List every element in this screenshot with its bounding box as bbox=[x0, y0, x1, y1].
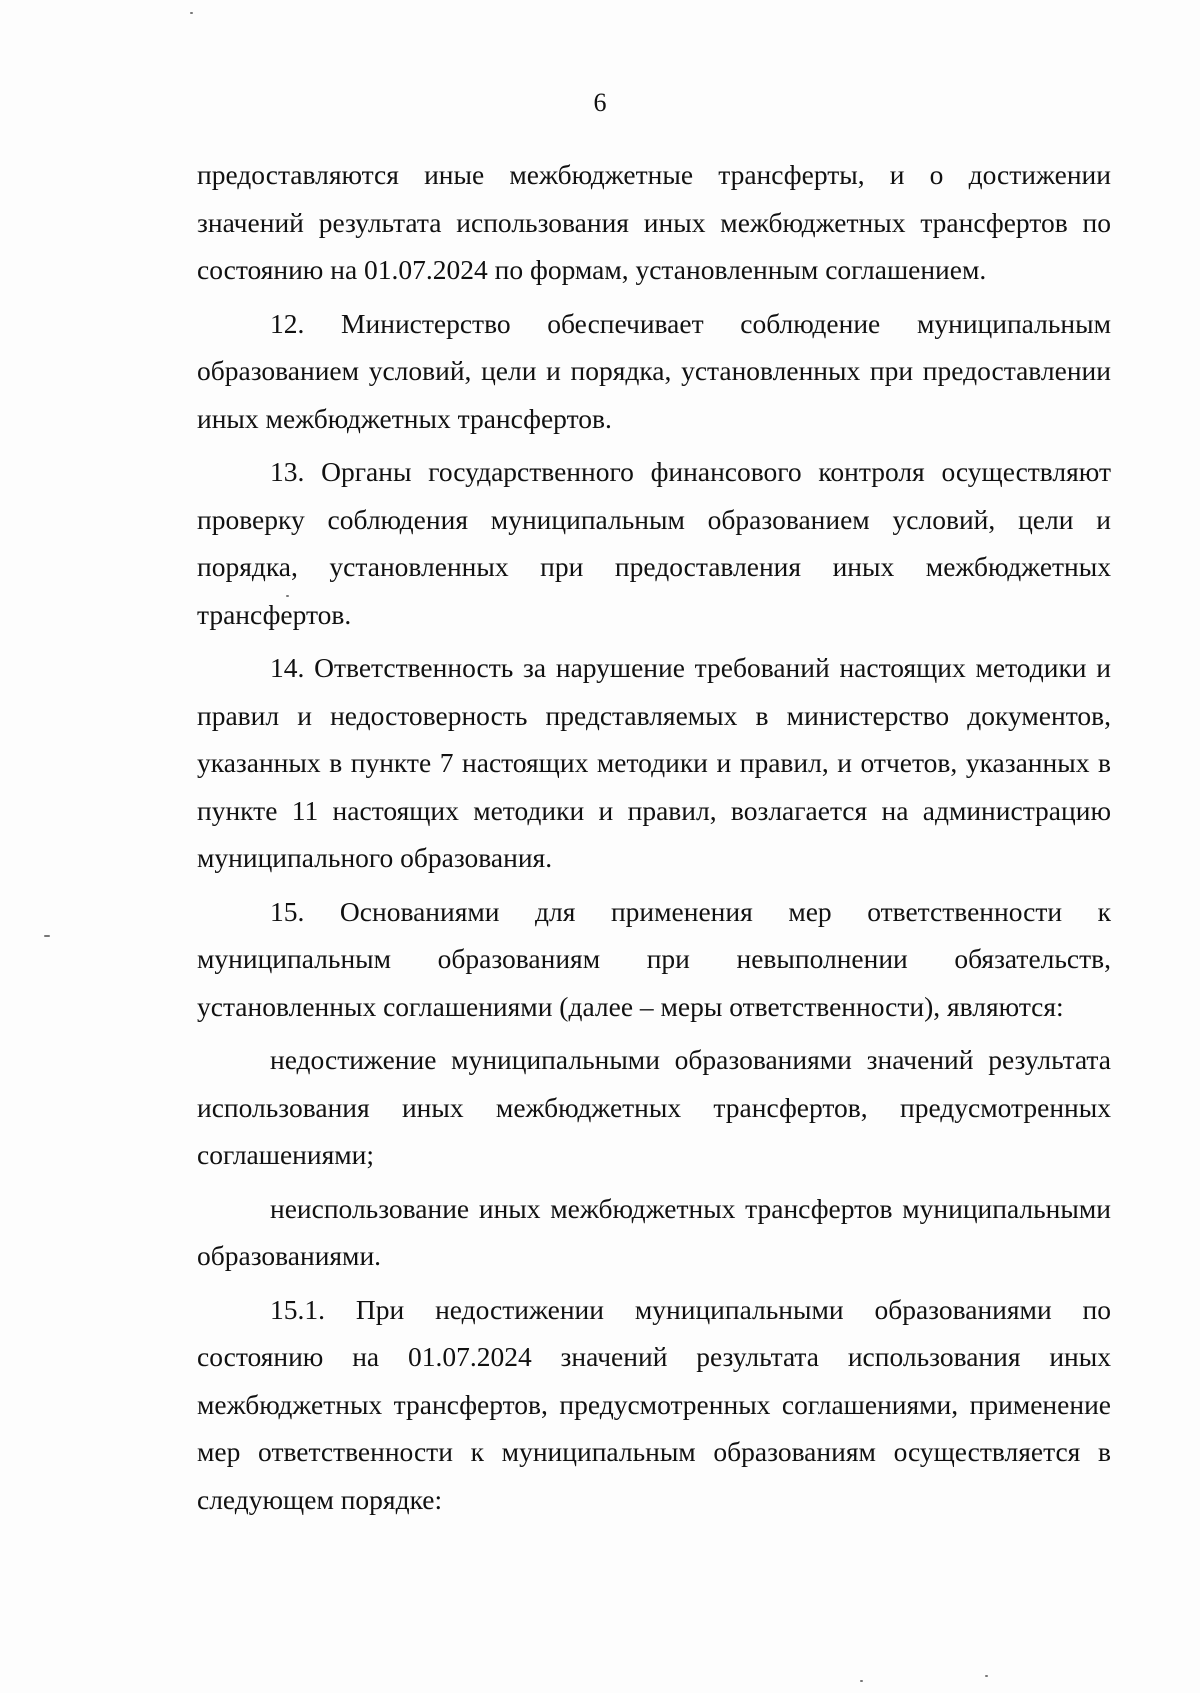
paragraph-15-item-2: неиспользование иных межбюджетных трансфертов муниципальными образованиями. bbox=[197, 1192, 1111, 1271]
paragraph-14: 14. Ответственность за нарушение требований настоящих методики и правил и недостоверность представляемых в министерство документов, указанных в пункте 7 настоящих методики и правил, и отчетов, указанных в пункте 11 настоящих методики и правил, возлагается на администрацию муниципального образования. bbox=[197, 652, 1111, 873]
paragraph-15-item-1: недостижение муниципальными образованиями значений результата использования иных межбюджетных трансфертов, предусмотренных соглашениями; bbox=[197, 1044, 1111, 1170]
paragraph-15-1: 15.1. При недостижении муниципальными образованиями по состоянию на 01.07.2024 значений результата использования иных межбюджетных трансфертов, предусмотренных соглашениями, применение мер ответственности к муниципальным образованиям осуществляется в следующем порядке: bbox=[197, 1293, 1111, 1515]
scan-speck bbox=[985, 1675, 988, 1677]
scan-speck bbox=[286, 595, 289, 597]
paragraph-15: 15. Основаниями для применения мер ответственности к муниципальным образованиям при невыполнении обязательств, установленных соглашениями (далее – меры ответственности), являются: bbox=[197, 895, 1111, 1022]
scan-speck bbox=[860, 1680, 863, 1682]
document-body bbox=[197, 151, 1111, 1523]
paragraph-continuation: предоставляются иные межбюджетные трансферты, и о достижении значений результата использования иных межбюджетных трансфертов по состоянию на 01.07.2024 по формам, установленным соглашением. bbox=[197, 159, 1111, 285]
scan-speck bbox=[190, 12, 193, 14]
paragraph-12: 12. Министерство обеспечивает соблюдение муниципальным образованием условий, цели и порядка, установленных при предоставлении иных межбюджетных трансфертов. bbox=[197, 307, 1111, 434]
paragraph-13: 13. Органы государственного финансового контроля осуществляют проверку соблюдения муниципальным образованием условий, цели и порядка, установленных при предоставления иных межбюджетных трансфертов. bbox=[197, 456, 1111, 630]
page-number: 6 bbox=[593, 88, 607, 117]
scan-speck bbox=[44, 935, 50, 937]
